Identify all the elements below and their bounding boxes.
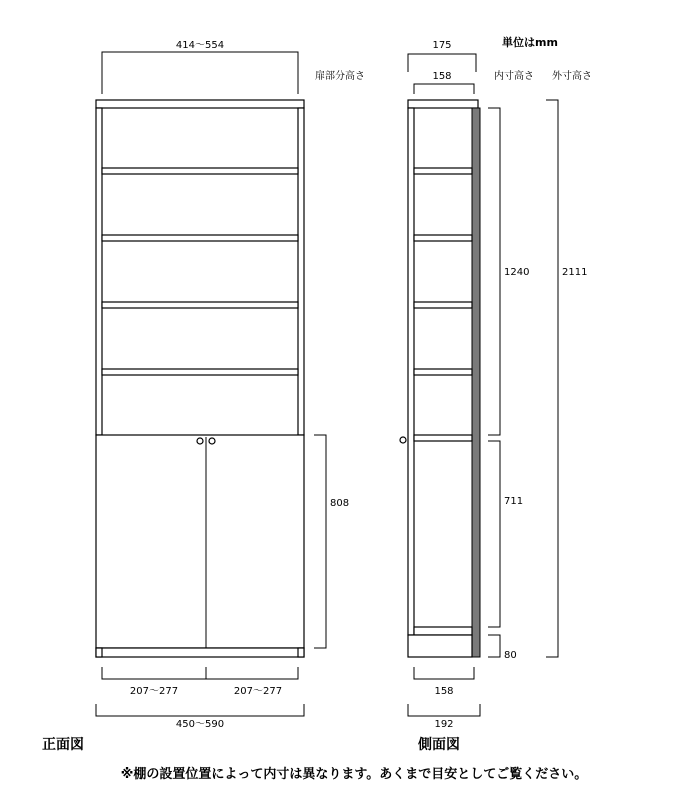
total-height-label: 2111	[562, 267, 588, 278]
base-foot-right	[298, 648, 304, 657]
lower-cabinet-frame	[96, 435, 304, 648]
side-top-board	[408, 100, 478, 108]
top-inner-depth-label: 158	[432, 71, 452, 82]
total-width-label: 450～590	[175, 719, 225, 730]
left-side-panel	[96, 108, 102, 435]
top-inner-depth-dimension	[414, 84, 474, 94]
bottom-inner-depth-label: 158	[434, 686, 454, 697]
side-shelf	[414, 302, 472, 308]
front-view	[42, 40, 365, 753]
side-shelf	[414, 168, 472, 174]
right-door-width-label: 207～277	[233, 686, 283, 697]
side-door-knob	[400, 437, 406, 443]
side-view-title: 側面図	[418, 737, 460, 753]
bottom-outer-depth-label: 192	[434, 719, 454, 730]
side-divider	[414, 435, 472, 441]
unit-label: 単位はmm	[502, 36, 558, 49]
door-height-dimension-line	[314, 435, 326, 648]
top-width-dimension-line	[102, 52, 298, 94]
inner-height-heading: 内寸高さ	[494, 71, 534, 82]
footnote: ※棚の設置位置によって内寸は異なります。あくまで目安としてご覧ください。	[120, 767, 588, 782]
right-side-panel	[298, 108, 304, 435]
shelf	[102, 168, 298, 174]
base-foot-left	[96, 648, 102, 657]
shelf	[102, 369, 298, 375]
bottom-outer-depth-dimension	[408, 704, 480, 716]
side-bottom-board	[414, 627, 472, 635]
left-door-width-dimension	[102, 667, 206, 679]
base-height-label: 80	[504, 650, 517, 661]
back-panel	[472, 108, 480, 657]
outer-height-heading: 外寸高さ	[552, 71, 592, 82]
base-plinth	[96, 648, 304, 657]
door-height-label: 808	[330, 498, 350, 509]
top-outer-depth-dimension	[408, 54, 476, 72]
side-front-edge	[408, 108, 414, 635]
side-shelf	[414, 235, 472, 241]
shelf	[102, 302, 298, 308]
lower-inner-height-label: 711	[504, 496, 524, 507]
right-door-knob	[209, 438, 215, 444]
bottom-inner-depth-dimension	[414, 667, 474, 679]
left-door-knob	[197, 438, 203, 444]
door-height-heading: 扉部分高さ	[315, 71, 365, 82]
base-height-dimension	[488, 635, 500, 657]
side-base	[408, 635, 472, 657]
front-view-title: 正面図	[42, 737, 84, 753]
top-outer-depth-label: 175	[432, 40, 452, 51]
lower-inner-height-dimension	[488, 441, 500, 627]
top-width-label: 414～554	[175, 40, 225, 51]
total-height-dimension	[546, 100, 558, 657]
side-view	[400, 35, 592, 753]
total-width-dimension	[96, 704, 304, 716]
upper-inner-height-label: 1240	[504, 267, 530, 278]
top-board	[96, 100, 304, 108]
upper-inner-height-dimension	[488, 108, 500, 435]
side-shelf	[414, 369, 472, 375]
left-door-width-label: 207～277	[129, 686, 179, 697]
shelf	[102, 235, 298, 241]
right-door-width-dimension	[206, 667, 298, 679]
